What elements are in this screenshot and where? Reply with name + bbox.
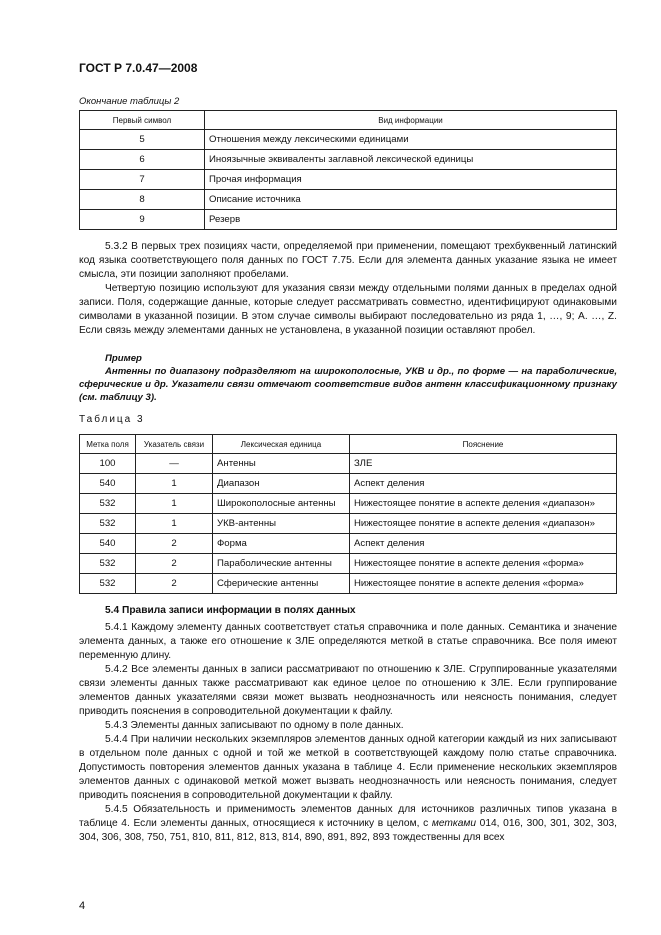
table-row — [80, 574, 617, 594]
table3-cell: Нижестоящее понятие в аспекте деления «диапазон» — [350, 514, 617, 534]
table2-header: Вид информации — [205, 111, 617, 130]
table-row — [80, 150, 617, 170]
paragraph-5-4-2: 5.4.2 Все элементы данных в записи рассматривают по отношению к ЗЛЕ. Сгруппированные указателями связи элементы данных также рассматривают как единое целое по отношению к ЗЛЕ. Если группирование элементов данных указателями связи может вызвать неоднозначность или неясность понимания, следует приводить пояснения в сопроводительной документации к файлу. — [79, 664, 617, 717]
table-row — [80, 454, 617, 474]
table3-cell: Сферические антенны — [213, 574, 350, 594]
table3-cell: Нижестоящее понятие в аспекте деления «форма» — [350, 574, 617, 594]
section-title: 5.4 Правила записи информации в полях данных — [105, 605, 356, 616]
table3-caption: Таблица 3 — [79, 414, 145, 425]
paragraph-5-4-5-emphasis: метками — [431, 818, 477, 829]
example-text: Антенны по диапазону подразделяют на широкополосные, УКВ и др., по форме — на параболические, сферические и др. Указатели связи отмечают соответствие видов антенн классификационному признаку (см. таблицу 3). — [79, 366, 617, 403]
table3-header: Пояснение — [350, 435, 617, 454]
table3-cell: Широкополосные антенны — [213, 494, 350, 514]
table-row — [80, 210, 617, 230]
table3-cell: Антенны — [213, 454, 350, 474]
table3-header: Лексическая единица — [213, 435, 350, 454]
table2-cell: 8 — [80, 190, 205, 210]
table-2 — [79, 110, 617, 230]
page-number: 4 — [79, 900, 86, 912]
table2-cell: Описание источника — [205, 190, 617, 210]
table3-cell: ЗЛЕ — [350, 454, 617, 474]
table3-cell: 540 — [80, 474, 136, 494]
table3-cell: Форма — [213, 534, 350, 554]
table-row — [80, 170, 617, 190]
table3-header: Метка поля — [80, 435, 136, 454]
paragraph-5-4-5-part-b: 014, 016, 300, 301, 302, 303, 304, 306, 308, 750, 751, 810, 811, 812, 813, 814, 890, 891, 892, 893 тождественны для всех — [79, 818, 617, 843]
table3-cell: — — [136, 454, 213, 474]
table3-cell: Аспект деления — [350, 534, 617, 554]
table3-cell: 1 — [136, 514, 213, 534]
table3-cell: 2 — [136, 534, 213, 554]
table3-cell: 532 — [80, 514, 136, 534]
paragraph-5-4-4: 5.4.4 При наличии нескольких экземпляров элементов данных одной категории каждый из них записывают в отдельном поле данных с одной и той же меткой в соответствующей каждому полю статье справочника. Допустимость повторения элементов данных указана в таблице 4. Если применение нескольких экземпляров элементов данных с одинаковой меткой может вызвать неоднозначность или неясность понимания, следует приводить пояснения в сопроводительной документации к файлу. — [79, 734, 617, 801]
table-row — [80, 514, 617, 534]
table3-cell: 532 — [80, 494, 136, 514]
table3-cell: 100 — [80, 454, 136, 474]
paragraph-fourth-position: Четвертую позицию используют для указания связи между отдельными полями данных в пределах одной записи. Поля, содержащие данные, которые следует рассматривать совместно, идентифицируют одинаковыми символами в указанной позиции. В этом случае символы выбирают последовательно из ряда 1, …, 9; A. …, Z. Если связь между элементами данных не установлена, в указанной позиции оставляют пробел. — [79, 283, 617, 336]
table3-cell: 2 — [136, 554, 213, 574]
table2-cell: Иноязычные эквиваленты заглавной лексической единицы — [205, 150, 617, 170]
table2-cell: 6 — [80, 150, 205, 170]
table3-cell: УКВ-антенны — [213, 514, 350, 534]
table3-cell: 1 — [136, 494, 213, 514]
table2-caption: Окончание таблицы 2 — [79, 96, 180, 107]
table-row — [80, 554, 617, 574]
table3-cell: 540 — [80, 534, 136, 554]
table-row — [80, 190, 617, 210]
table3-cell: 532 — [80, 554, 136, 574]
example-title: Пример — [105, 353, 142, 364]
table3-header: Указатель связи — [136, 435, 213, 454]
table-row — [80, 494, 617, 514]
table3-cell: Аспект деления — [350, 474, 617, 494]
table3-cell: Параболические антенны — [213, 554, 350, 574]
table3-cell: Нижестоящее понятие в аспекте деления «диапазон» — [350, 494, 617, 514]
paragraph-5-4-1: 5.4.1 Каждому элементу данных соответствует статья справочника и поле данных. Семантика и значение элемента данных, а также его отношение к ЗЛЕ определяются меткой в статье справочника. Все поля имеют переменную длину. — [79, 622, 617, 661]
paragraph-5-4-3: 5.4.3 Элементы данных записывают по одному в поле данных. — [105, 720, 404, 731]
table2-cell: 5 — [80, 130, 205, 150]
table-row — [80, 474, 617, 494]
table-row — [80, 534, 617, 554]
table3-cell: Нижестоящее понятие в аспекте деления «форма» — [350, 554, 617, 574]
document-header: ГОСТ Р 7.0.47—2008 — [79, 61, 198, 75]
table2-cell: 9 — [80, 210, 205, 230]
table3-cell: 1 — [136, 474, 213, 494]
table2-cell: Прочая информация — [205, 170, 617, 190]
table-row — [80, 130, 617, 150]
paragraph-5-4-5 — [79, 803, 617, 845]
table-3 — [79, 434, 617, 594]
table2-cell: Отношения между лексическими единицами — [205, 130, 617, 150]
table2-cell: Резерв — [205, 210, 617, 230]
table2-cell: 7 — [80, 170, 205, 190]
table3-cell: Диапазон — [213, 474, 350, 494]
paragraph-5-3-2: 5.3.2 В первых трех позициях части, определяемой при применении, помещают трехбуквенный латинский код языка соответствующего поля данных по ГОСТ 7.75. Если для элемента данных указание языка не имеет смысла, эти позиции заполняют пробелами. — [79, 241, 617, 280]
table2-header: Первый символ — [80, 111, 205, 130]
table3-cell: 532 — [80, 574, 136, 594]
paragraph-5-4-5-part-a: 5.4.5 Обязательность и применимость элементов данных для источников различных типов указана в таблице 4. Если элементы данных, относящиеся к источнику в целом, с — [79, 804, 617, 829]
table3-cell: 2 — [136, 574, 213, 594]
